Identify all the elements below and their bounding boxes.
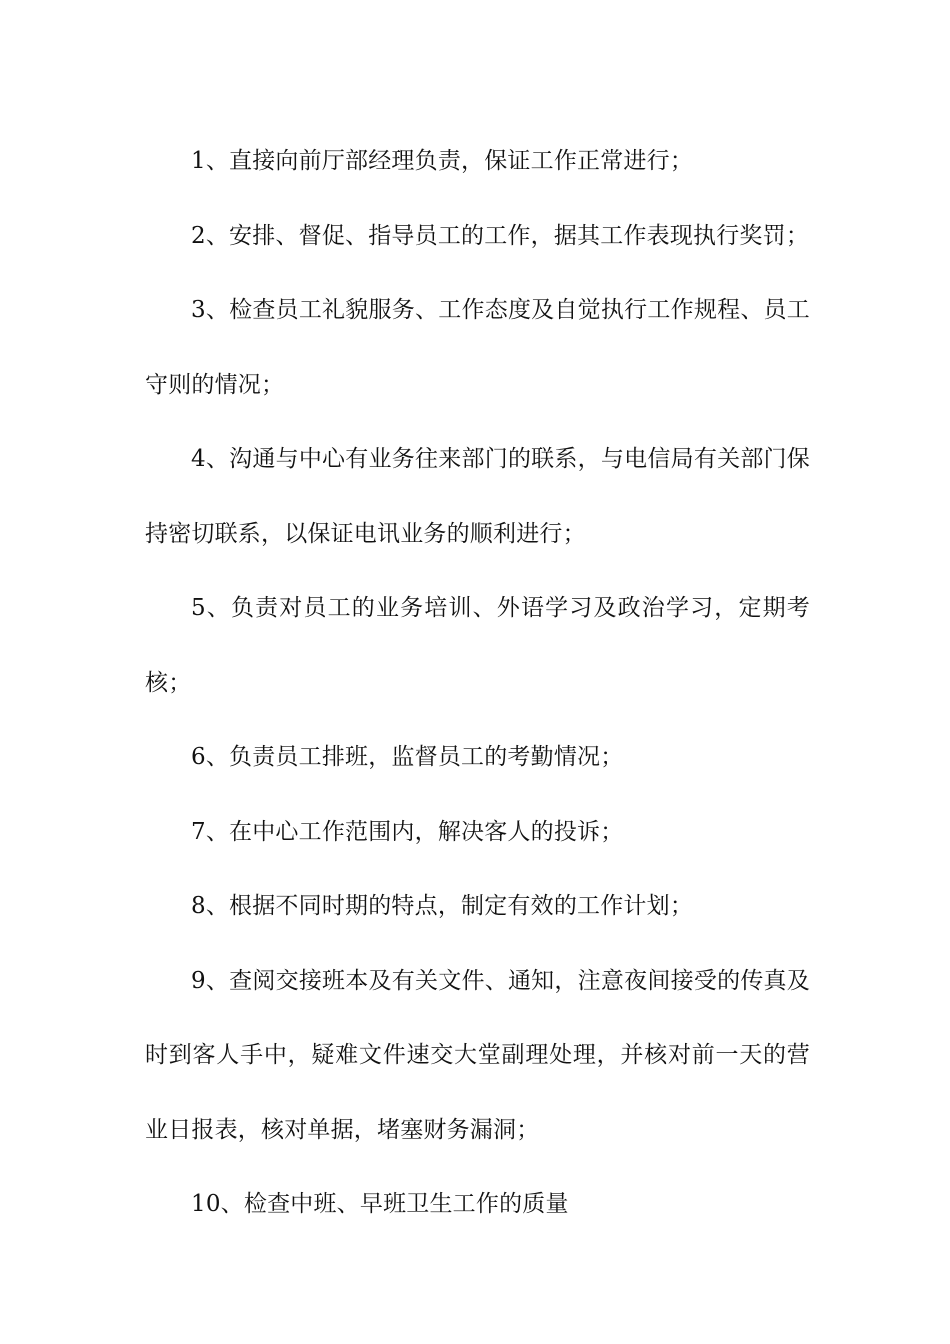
duty-item-9: 9、查阅交接班本及有关文件、通知，注意夜间接受的传真及时到客人手中，疑难文件速交大堂副理处理，并核对前一天的营业日报表，核对单据，堵塞财务漏洞； [145,967,810,1143]
duty-item-5: 5、负责对员工的业务培训、外语学习及政治学习，定期考核； [145,595,810,696]
document-body [145,124,810,1242]
duty-item-10: 10、检查中班、早班卫生工作的质量 [191,1191,569,1217]
duty-item-2: 2、安排、督促、指导员工的工作，据其工作表现执行奖罚； [191,222,810,249]
duty-item-4: 4、沟通与中心有业务往来部门的联系，与电信局有关部门保持密切联系，以保证电讯业务的顺利进行； [145,446,810,547]
duty-item-3: 3、检查员工礼貌服务、工作态度及自觉执行工作规程、员工守则的情况； [145,297,810,398]
duty-item-6: 6、负责员工排班，监督员工的考勤情况； [191,744,624,770]
duty-item-8: 8、根据不同时期的特点，制定有效的工作计划； [191,893,694,919]
duty-item-1: 1、直接向前厅部经理负责，保证工作正常进行； [191,148,694,174]
duty-item-7: 7、在中心工作范围内，解决客人的投诉； [191,818,624,845]
